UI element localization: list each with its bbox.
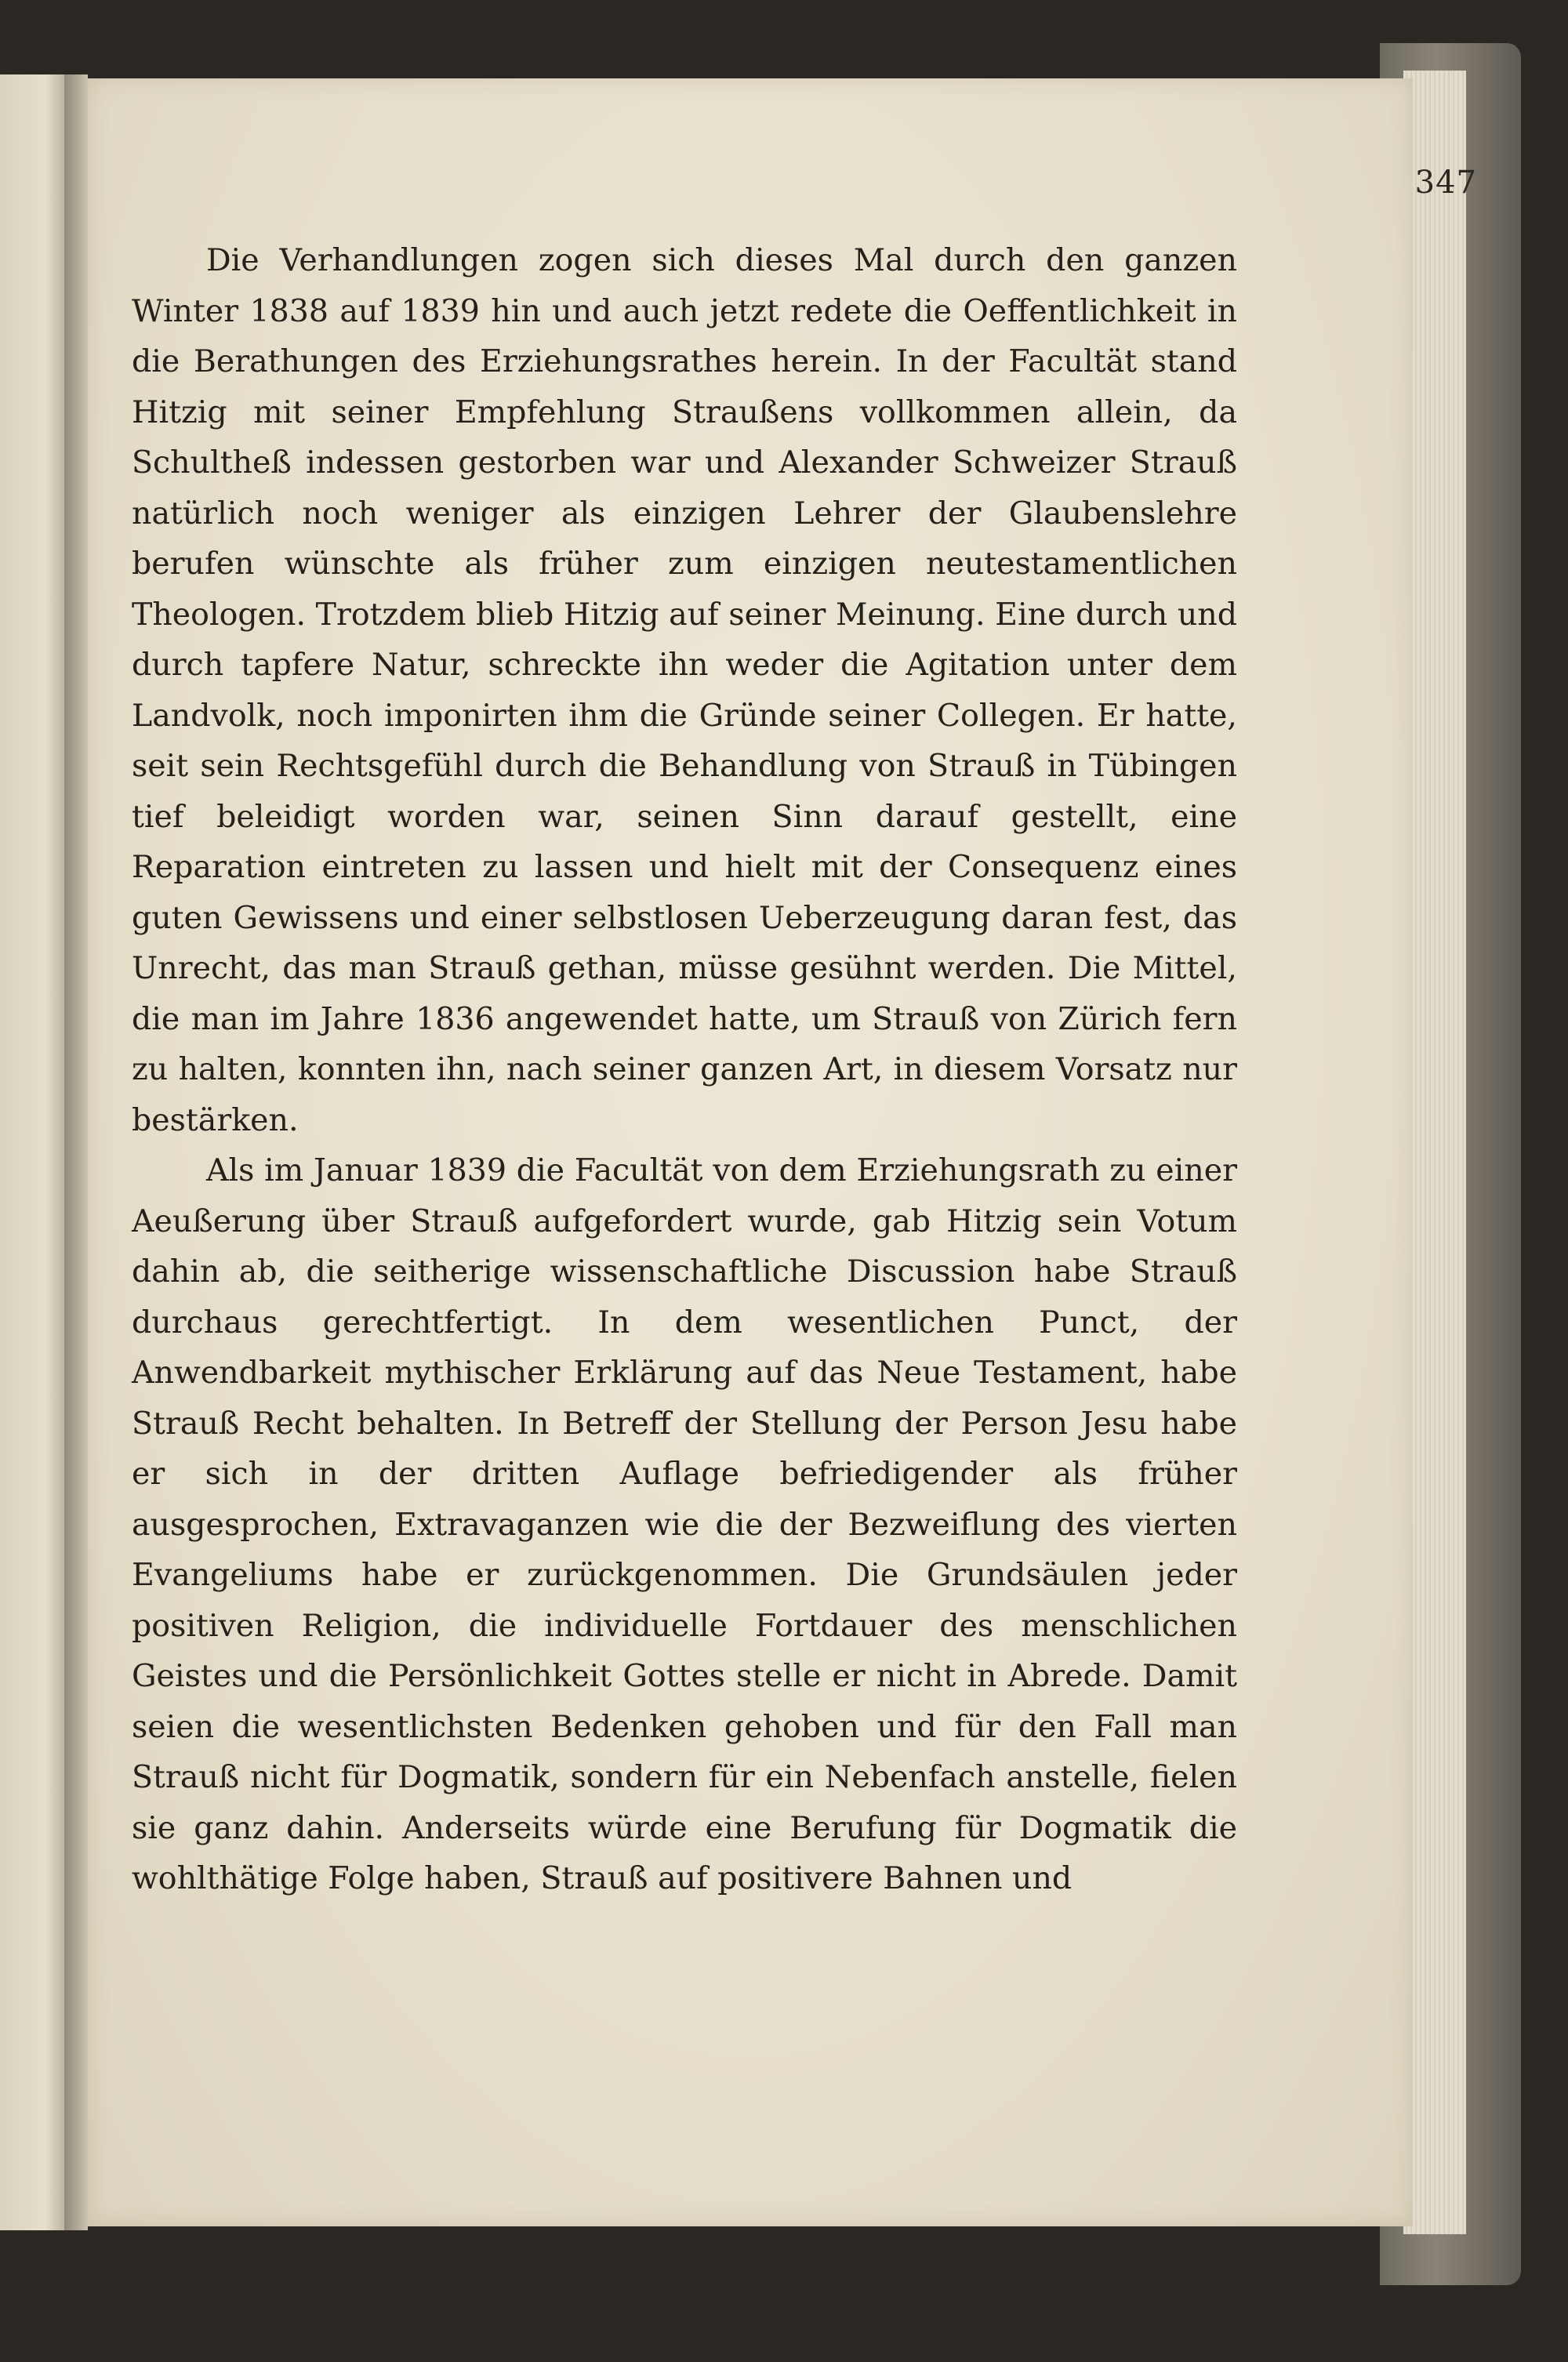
page-stack-edge <box>1403 71 1466 2234</box>
body-text <box>132 235 1237 1904</box>
paragraph-2: Als im Januar 1839 die Facultät von dem Erziehungsrath zu einer Aeußerung über Strauß aufgefordert wurde, gab Hitzig sein Votum dahin ab, die seitherige wissenschaftliche Discussion habe Strauß durchaus gerechtfertigt. In dem wesentlichen Punct, der Anwendbarkeit mythischer Erklärung auf das Neue Testament, habe Strauß Recht behalten. In Betreff der Stellung der Person Jesu habe er sich in der dritten Auflage befriedigender als früher ausgesprochen, Extravaganzen wie die der Bezweiflung des vierten Evangeliums habe er zurückgenommen. Die Grundsäulen jeder positiven Religion, die individuelle Fortdauer des menschlichen Geistes und die Persönlichkeit Gottes stelle er nicht in Abrede. Damit seien die wesentlichsten Bedenken gehoben und für den Fall man Strauß nicht für Dogmatik, sondern für ein Nebenfach anstelle, fielen sie ganz dahin. Anderseits würde eine Berufung für Dogmatik die wohlthätige Folge haben, Strauß auf positivere Bahnen und <box>132 1152 1237 1896</box>
book-gutter <box>64 74 88 2230</box>
paragraph-1: Die Verhandlungen zogen sich dieses Mal durch den ganzen Winter 1838 auf 1839 hin und auch jetzt redete die Oeffentlichkeit in die Berathungen des Erziehungsrathes herein. In der Facultät stand Hitzig mit seiner Empfehlung Straußens vollkommen allein, da Schultheß indessen gestorben war und Alexander Schweizer Strauß natürlich noch weniger als einzigen Lehrer der Glaubenslehre berufen wünschte als früher zum einzigen neutestamentlichen Theologen. Trotzdem blieb Hitzig auf seiner Meinung. Eine durch und durch tapfere Natur, schreckte ihn weder die Agitation unter dem Landvolk, noch imponirten ihm die Gründe seiner Collegen. Er hatte, seit sein Rechtsgefühl durch die Behandlung von Strauß in Tübingen tief beleidigt worden war, seinen Sinn darauf gestellt, eine Reparation eintreten zu lassen und hielt mit der Consequenz eines guten Gewissens und einer selbstlosen Ueberzeugung daran fest, das Unrecht, das man Strauß gethan, müsse gesühnt werden. Die Mittel, die man im Jahre 1836 angewendet hatte, um Strauß von Zürich fern zu halten, konnten ihn, nach seiner ganzen Art, in diesem Vorsatz nur bestärken. <box>132 242 1237 1138</box>
page-number: 347 <box>1414 165 1477 201</box>
left-page-edge <box>0 74 64 2230</box>
